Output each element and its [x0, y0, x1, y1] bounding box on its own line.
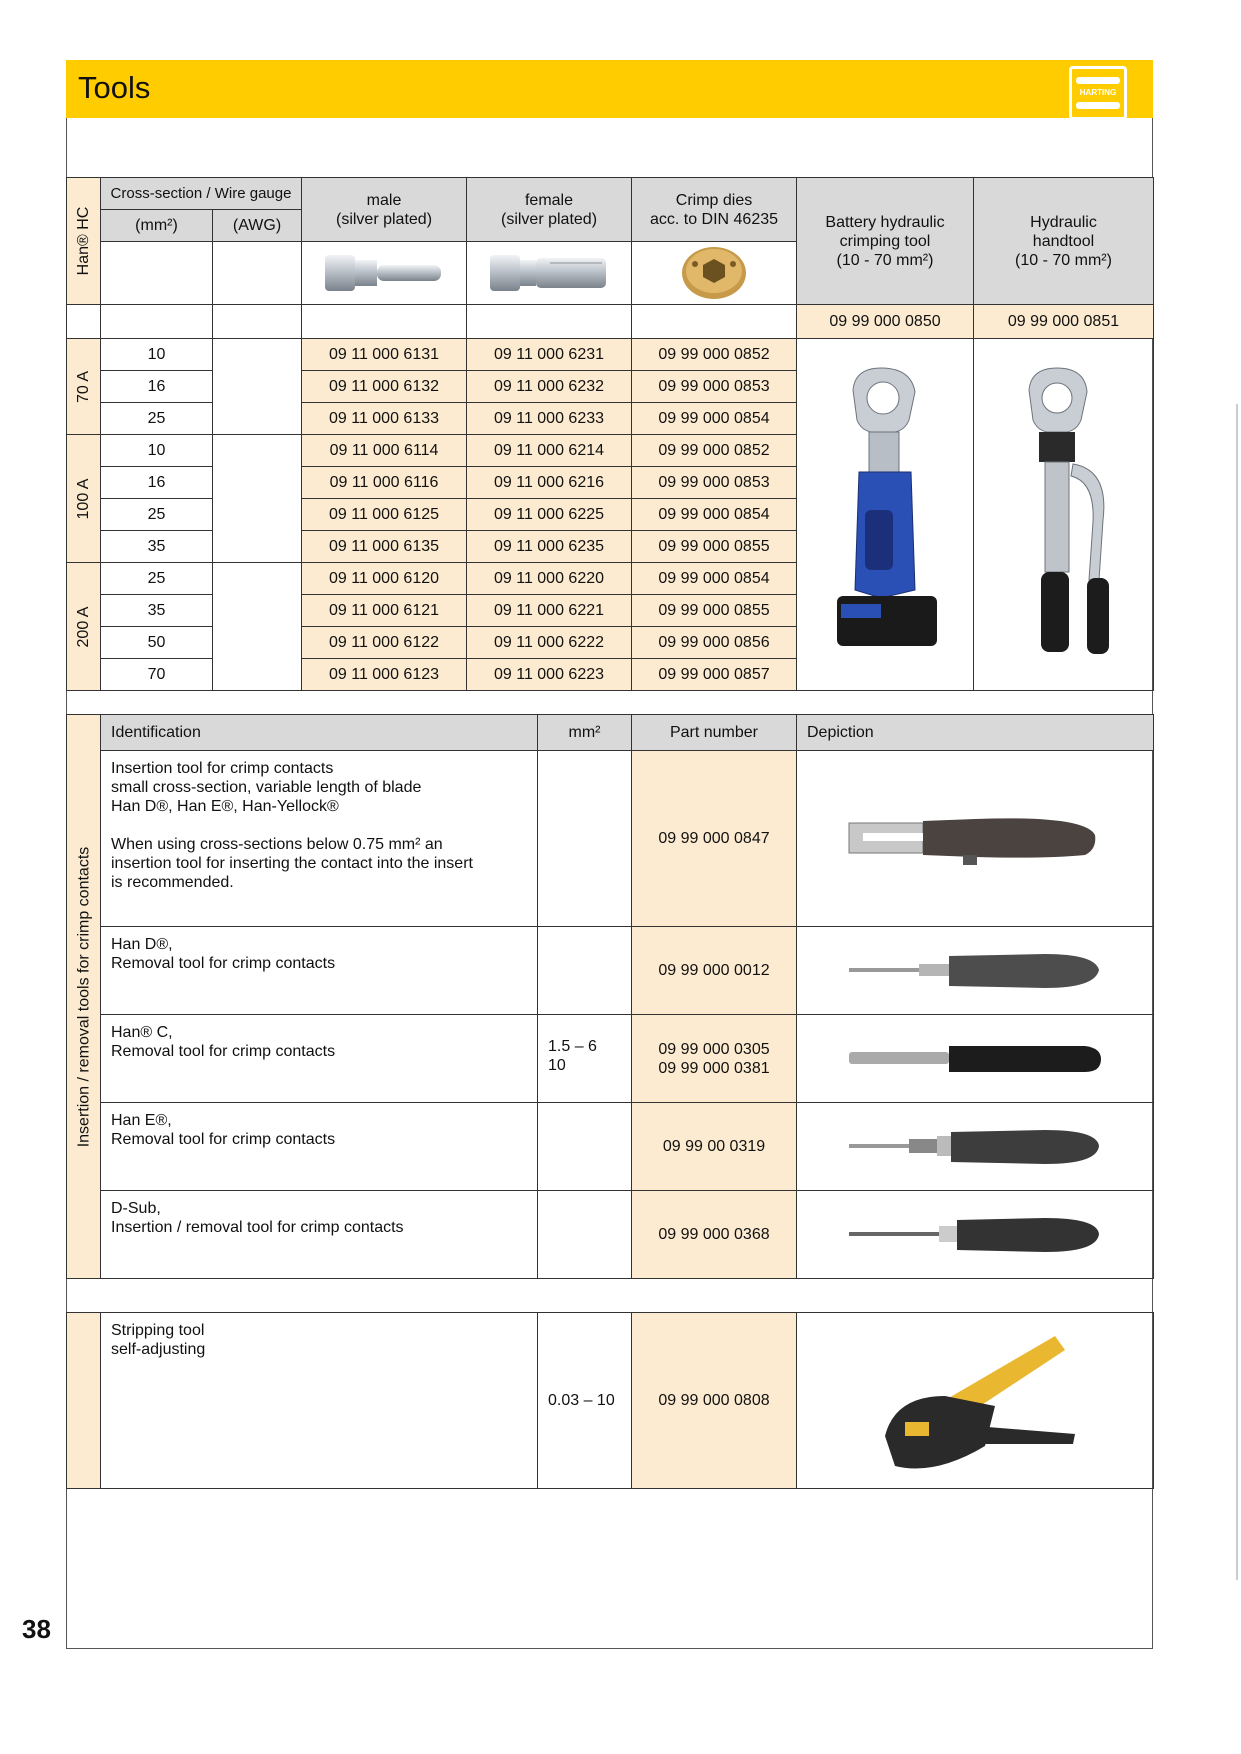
- tool-part-number: 09 99 000 0012: [632, 927, 797, 1015]
- male-part-number: 09 11 000 6114: [302, 435, 467, 467]
- tool-mm2: [538, 751, 632, 927]
- mm2-cell: 25: [101, 499, 213, 531]
- hand-tool-image-cell: [974, 339, 1154, 691]
- male-contact-image-cell: [302, 242, 467, 305]
- die-part-number: 09 99 000 0855: [632, 595, 797, 627]
- mm2-cell: 16: [101, 467, 213, 499]
- part-number-header: Part number: [632, 715, 797, 751]
- dsub-tool-image: [845, 1210, 1105, 1260]
- tool-mm2: [538, 1103, 632, 1191]
- mm2-cell: 10: [101, 339, 213, 371]
- hand-tool-part-number: 09 99 000 0851: [974, 305, 1154, 339]
- tool-depiction-cell: [797, 1191, 1154, 1279]
- tool-depiction-cell: [797, 751, 1154, 927]
- stripping-side-cell: [67, 1313, 101, 1489]
- group-label-cell-70a: [67, 339, 101, 435]
- die-part-number: 09 99 000 0854: [632, 563, 797, 595]
- male-part-number: 09 11 000 6133: [302, 403, 467, 435]
- page-number: 38: [22, 1614, 51, 1644]
- male-part-number: 09 11 000 6121: [302, 595, 467, 627]
- mm2-cell: 35: [101, 595, 213, 627]
- tool-mm2: [538, 927, 632, 1015]
- margin-line: [1236, 404, 1238, 1580]
- female-contact-image-cell: [467, 242, 632, 305]
- die-part-number: 09 99 000 0854: [632, 403, 797, 435]
- female-part-number: 09 11 000 6214: [467, 435, 632, 467]
- depiction-header: Depiction: [797, 715, 1154, 751]
- mm2-cell: 25: [101, 403, 213, 435]
- logo-text: HARTING: [1079, 88, 1117, 97]
- tool-mm2: [538, 1191, 632, 1279]
- stripping-tool-mm2: 0.03 – 10: [538, 1313, 632, 1489]
- stripping-tool-depiction-cell: [797, 1313, 1154, 1489]
- insertion-removal-table: [66, 714, 1154, 1279]
- awg-header: (AWG): [213, 210, 302, 242]
- tool-description: Insertion tool for crimp contacts small cross-section, variable length of blade Han D®, Han E®, Han-Yellock® When using cross-sections below 0.75 mm² an insertion tool for inserting the contact into the insert is recommended.: [101, 751, 538, 927]
- tool-part-number: 09 99 00 0319: [632, 1103, 797, 1191]
- tool-part-number: 09 99 000 0847: [632, 751, 797, 927]
- awg-cell: [213, 563, 302, 691]
- crimp-die-image: [674, 242, 754, 304]
- group-label-cell-100a: [67, 435, 101, 563]
- die-part-number: 09 99 000 0852: [632, 435, 797, 467]
- tool-mm2: 1.5 – 6 10: [538, 1015, 632, 1103]
- tool-description: D-Sub, Insertion / removal tool for crimp contacts: [101, 1191, 538, 1279]
- tool-part-number: 09 99 000 0305 09 99 000 0381: [632, 1015, 797, 1103]
- female-part-number: 09 11 000 6216: [467, 467, 632, 499]
- group-label-70a: 70 A: [74, 370, 92, 403]
- female-header: female (silver plated): [467, 178, 632, 242]
- hydraulic-handtool-image: [999, 360, 1129, 670]
- female-part-number: 09 11 000 6225: [467, 499, 632, 531]
- crimp-die-image-cell: [632, 242, 797, 305]
- mm2-cell: 50: [101, 627, 213, 659]
- die-part-number: 09 99 000 0855: [632, 531, 797, 563]
- die-part-number: 09 99 000 0857: [632, 659, 797, 691]
- battery-crimping-tool-image: [825, 360, 945, 670]
- male-part-number: 09 11 000 6135: [302, 531, 467, 563]
- mm2-cell: 10: [101, 435, 213, 467]
- crimp-dies-header: Crimp dies acc. to DIN 46235: [632, 178, 797, 242]
- tool-description: Han D®, Removal tool for crimp contacts: [101, 927, 538, 1015]
- stripping-tool-part-number: 09 99 000 0808: [632, 1313, 797, 1489]
- group-label-200a: 200 A: [74, 606, 92, 647]
- male-part-number: 09 11 000 6116: [302, 467, 467, 499]
- removal-tool-han-e-image: [845, 1122, 1105, 1172]
- blank-cell: [67, 305, 101, 339]
- male-header: male (silver plated): [302, 178, 467, 242]
- male-part-number: 09 11 000 6123: [302, 659, 467, 691]
- harting-logo: [1069, 66, 1127, 120]
- insertion-side-label: Insertion / removal tools for crimp contacts: [75, 846, 92, 1147]
- awg-cell: [213, 435, 302, 563]
- blank-cell: [213, 242, 302, 305]
- page-title: Tools: [78, 70, 151, 105]
- die-part-number: 09 99 000 0854: [632, 499, 797, 531]
- battery-tool-image-cell: [797, 339, 974, 691]
- die-part-number: 09 99 000 0853: [632, 371, 797, 403]
- han-hc-label-cell: [67, 178, 101, 305]
- blank-cell: [467, 305, 632, 339]
- female-part-number: 09 11 000 6233: [467, 403, 632, 435]
- blank-cell: [302, 305, 467, 339]
- awg-cell: [213, 339, 302, 435]
- mm2-cell: 35: [101, 531, 213, 563]
- crimp-contacts-table: [66, 177, 1154, 691]
- male-part-number: 09 11 000 6131: [302, 339, 467, 371]
- female-part-number: 09 11 000 6231: [467, 339, 632, 371]
- removal-tool-han-d-image: [845, 946, 1105, 996]
- tool-description: Han E®, Removal tool for crimp contacts: [101, 1103, 538, 1191]
- group-label-100a: 100 A: [74, 478, 92, 519]
- die-part-number: 09 99 000 0856: [632, 627, 797, 659]
- blank-cell: [632, 305, 797, 339]
- insertion-side-label-cell: [67, 715, 101, 1279]
- male-part-number: 09 11 000 6132: [302, 371, 467, 403]
- male-part-number: 09 11 000 6122: [302, 627, 467, 659]
- female-part-number: 09 11 000 6232: [467, 371, 632, 403]
- tool-depiction-cell: [797, 1103, 1154, 1191]
- han-hc-label: Han® HC: [74, 206, 92, 276]
- mm2-cell: 70: [101, 659, 213, 691]
- battery-tool-part-number: 09 99 000 0850: [797, 305, 974, 339]
- stripping-tool-description: Stripping tool self-adjusting: [101, 1313, 538, 1489]
- die-part-number: 09 99 000 0853: [632, 467, 797, 499]
- stripping-tool-image: [865, 1326, 1085, 1476]
- mm2-cell: 16: [101, 371, 213, 403]
- hand-tool-header: Hydraulic handtool (10 - 70 mm²): [974, 178, 1154, 305]
- tool-depiction-cell: [797, 927, 1154, 1015]
- die-part-number: 09 99 000 0852: [632, 339, 797, 371]
- page-header: [66, 60, 1153, 118]
- stripping-tool-table: [66, 1312, 1154, 1489]
- female-part-number: 09 11 000 6223: [467, 659, 632, 691]
- mm2-cell: 25: [101, 563, 213, 595]
- insertion-tool-image: [845, 809, 1105, 869]
- female-part-number: 09 11 000 6235: [467, 531, 632, 563]
- blank-cell: [213, 305, 302, 339]
- battery-tool-header: Battery hydraulic crimping tool (10 - 70 mm²): [797, 178, 974, 305]
- male-contact-image: [319, 249, 449, 297]
- group-label-cell-200a: [67, 563, 101, 691]
- female-contact-image: [484, 249, 614, 297]
- blank-cell: [101, 305, 213, 339]
- tool-description: Han® C, Removal tool for crimp contacts: [101, 1015, 538, 1103]
- removal-tool-han-c-image: [845, 1034, 1105, 1084]
- tool-depiction-cell: [797, 1015, 1154, 1103]
- male-part-number: 09 11 000 6125: [302, 499, 467, 531]
- female-part-number: 09 11 000 6221: [467, 595, 632, 627]
- cross-section-header: Cross-section / Wire gauge: [101, 178, 302, 210]
- mm2-header: mm²: [538, 715, 632, 751]
- tool-part-number: 09 99 000 0368: [632, 1191, 797, 1279]
- identification-header: Identification: [101, 715, 538, 751]
- female-part-number: 09 11 000 6222: [467, 627, 632, 659]
- blank-cell: [101, 242, 213, 305]
- male-part-number: 09 11 000 6120: [302, 563, 467, 595]
- mm2-header: (mm²): [101, 210, 213, 242]
- female-part-number: 09 11 000 6220: [467, 563, 632, 595]
